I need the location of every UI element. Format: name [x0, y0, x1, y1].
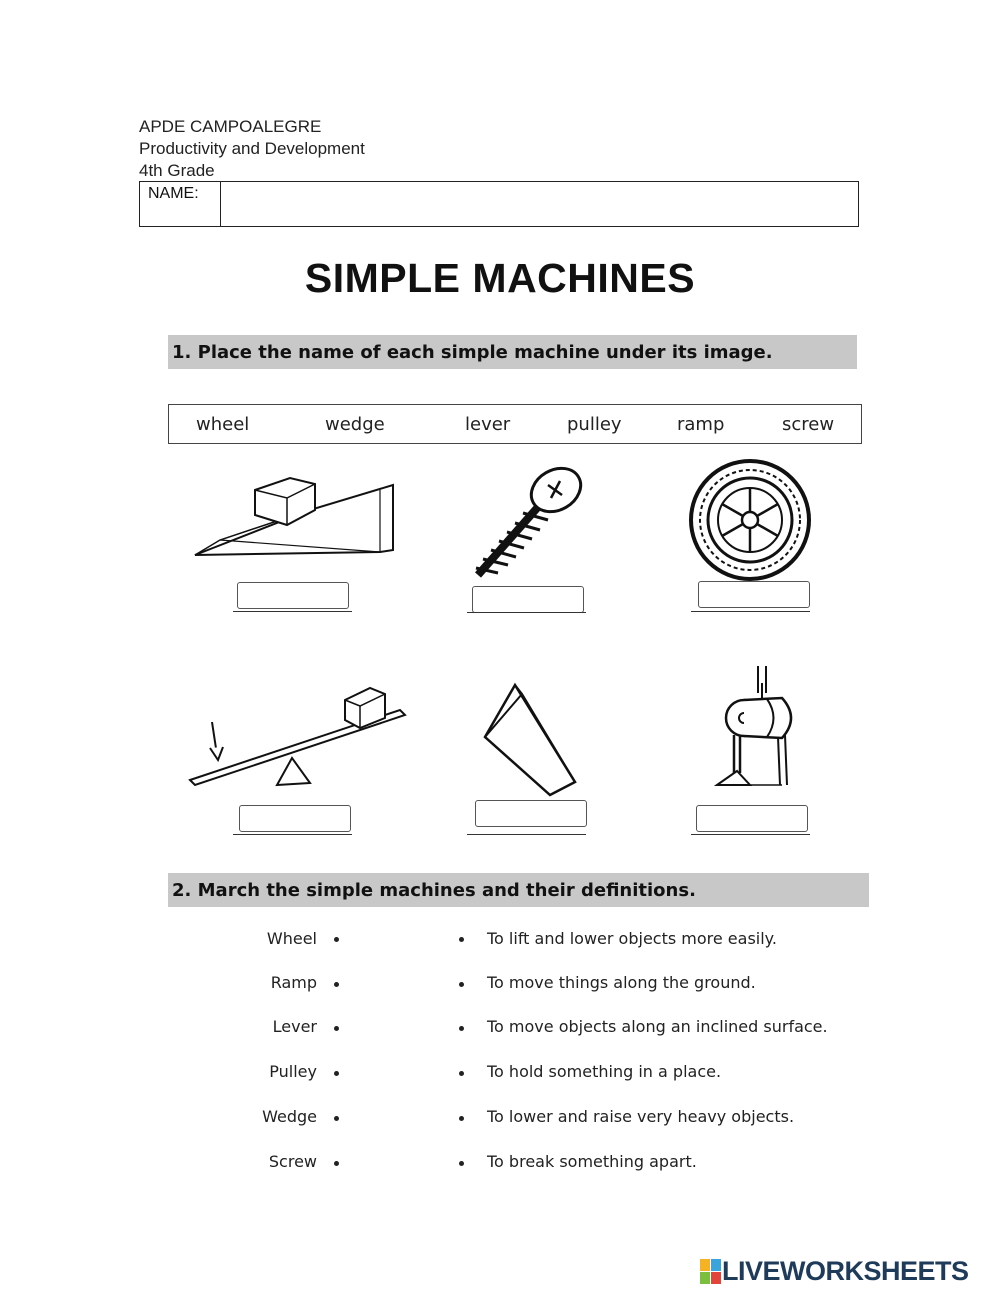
word-screw[interactable]: screw — [782, 414, 835, 435]
match-dot-left[interactable] — [334, 982, 339, 987]
match-left-pulley: Pulley — [269, 1062, 317, 1081]
match-dot-right[interactable] — [459, 1116, 464, 1121]
match-dot-right[interactable] — [459, 1026, 464, 1031]
section2-heading: 2. March the simple machines and their definitions. — [168, 873, 869, 907]
grade-label: 4th Grade — [139, 161, 215, 180]
logo-text: LIVEWORKSHEETS — [722, 1256, 969, 1286]
wheel-image — [688, 458, 813, 583]
name-box — [139, 181, 859, 227]
word-wheel[interactable]: wheel — [196, 414, 250, 435]
name-divider — [220, 182, 221, 226]
match-dot-right[interactable] — [459, 937, 464, 942]
match-right-5: To lower and raise very heavy objects. — [487, 1107, 795, 1126]
match-left-lever: Lever — [272, 1017, 317, 1036]
logo-blocks-icon — [700, 1259, 722, 1285]
subject-name: Productivity and Development — [139, 139, 365, 158]
answer-line — [233, 611, 352, 612]
answer-line — [233, 834, 352, 835]
screw-image — [468, 465, 583, 585]
match-dot-left[interactable] — [334, 1026, 339, 1031]
word-pulley[interactable]: pulley — [567, 414, 622, 435]
lever-image — [185, 680, 410, 795]
match-right-6: To break something apart. — [487, 1152, 697, 1171]
match-right-1: To lift and lower objects more easily. — [487, 929, 777, 948]
answer-box-pulley[interactable] — [696, 805, 808, 832]
match-right-4: To hold something in a place. — [487, 1062, 722, 1081]
answer-line — [467, 612, 586, 613]
word-ramp[interactable]: ramp — [677, 414, 725, 435]
match-left-wheel: Wheel — [266, 929, 317, 948]
match-left-wedge: Wedge — [262, 1107, 317, 1126]
match-dot-left[interactable] — [334, 1161, 339, 1166]
answer-box-lever[interactable] — [239, 805, 351, 832]
answer-line — [467, 834, 586, 835]
match-right-3: To move objects along an inclined surface. — [487, 1017, 828, 1036]
match-dot-right[interactable] — [459, 982, 464, 987]
school-name: APDE CAMPOALEGRE — [139, 117, 322, 136]
word-bank — [168, 404, 862, 444]
match-dot-right[interactable] — [459, 1071, 464, 1076]
match-dot-left[interactable] — [334, 1071, 339, 1076]
answer-box-ramp[interactable] — [237, 582, 349, 609]
answer-box-screw[interactable] — [472, 586, 584, 613]
answer-line — [691, 834, 810, 835]
word-lever[interactable]: lever — [465, 414, 511, 435]
name-input[interactable] — [222, 182, 858, 226]
wedge-image — [480, 682, 580, 800]
liveworksheets-logo[interactable] — [700, 1256, 969, 1287]
name-label: NAME: — [148, 185, 199, 202]
match-dot-left[interactable] — [334, 937, 339, 942]
ramp-image — [190, 470, 400, 580]
match-dot-right[interactable] — [459, 1161, 464, 1166]
answer-box-wheel[interactable] — [698, 581, 810, 608]
answer-line — [691, 611, 810, 612]
match-left-screw: Screw — [268, 1152, 317, 1171]
answer-box-wedge[interactable] — [475, 800, 587, 827]
word-wedge[interactable]: wedge — [325, 414, 385, 435]
pulley-image — [692, 663, 802, 798]
match-left-ramp: Ramp — [270, 973, 317, 992]
page-title: SIMPLE MACHINES — [304, 255, 696, 301]
match-dot-left[interactable] — [334, 1116, 339, 1121]
match-right-2: To move things along the ground. — [487, 973, 756, 992]
section1-heading: 1. Place the name of each simple machine under its image. — [168, 335, 857, 369]
